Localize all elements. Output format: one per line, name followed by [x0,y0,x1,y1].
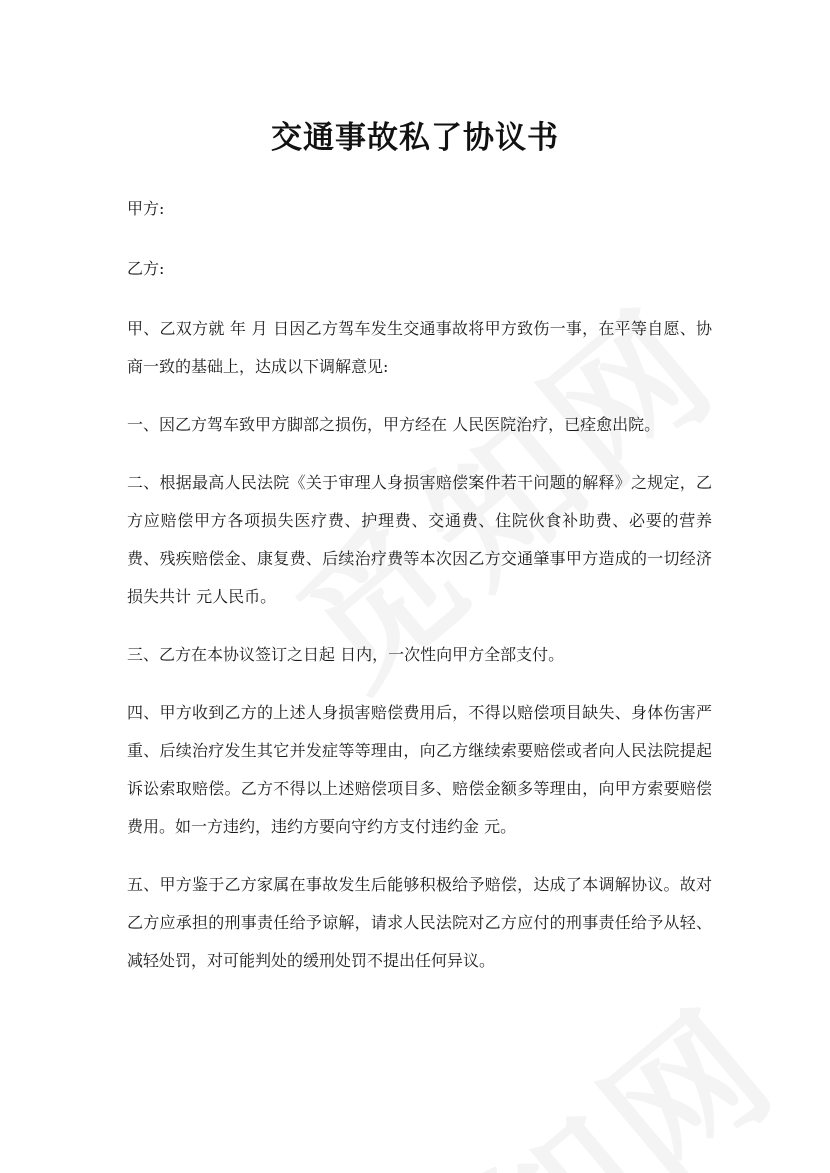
clause-5: 五、甲方鉴于乙方家属在事故发生后能够积极给予赔偿，达成了本调解协议。故对乙方应承担的刑事责任给予谅解，请求人民法院对乙方应付的刑事责任给予从轻、减轻处罚，对可能判处的缓刑处罚不提出任何异议。 [127,875,712,970]
document-body [127,190,712,1000]
document-title: 交通事故私了协议书 [271,120,559,156]
clause-4: 四、甲方收到乙方的上述人身损害赔偿费用后，不得以赔偿项目缺失、身体伤害严重、后续治疗发生其它并发症等等理由，向乙方继续索要赔偿或者向人民法院提起诉讼索取赔偿。乙方不得以上述赔偿项目多、赔偿金额多等理由，向甲方索要赔偿费用。如一方违约，违约方要向守约方支付违约金 元。 [127,703,712,836]
party-a-line: 甲方: [127,199,165,218]
intro-paragraph: 甲、乙双方就 年 月 日因乙方驾车发生交通事故将甲方致伤一事，在平等自愿、协商一致的基础上，达成以下调解意见: [127,319,712,376]
clause-1: 一、因乙方驾车致甲方脚部之损伤，甲方经在 人民医院治疗，已痊愈出院。 [127,415,661,434]
clause-2: 二、根据最高人民法院《关于审理人身损害赔偿案件若干问题的解释》之规定，乙方应赔偿甲方各项损失医疗费、护理费、交通费、住院伙食补助费、必要的营养费、残疾赔偿金、康复费、后续治疗费等本次因乙方交通肇事甲方造成的一切经济损失共计 元人民币。 [127,473,712,606]
party-b-line: 乙方: [127,259,165,278]
clause-3: 三、乙方在本协议签订之日起 日内，一次性向甲方全部支付。 [127,645,565,664]
